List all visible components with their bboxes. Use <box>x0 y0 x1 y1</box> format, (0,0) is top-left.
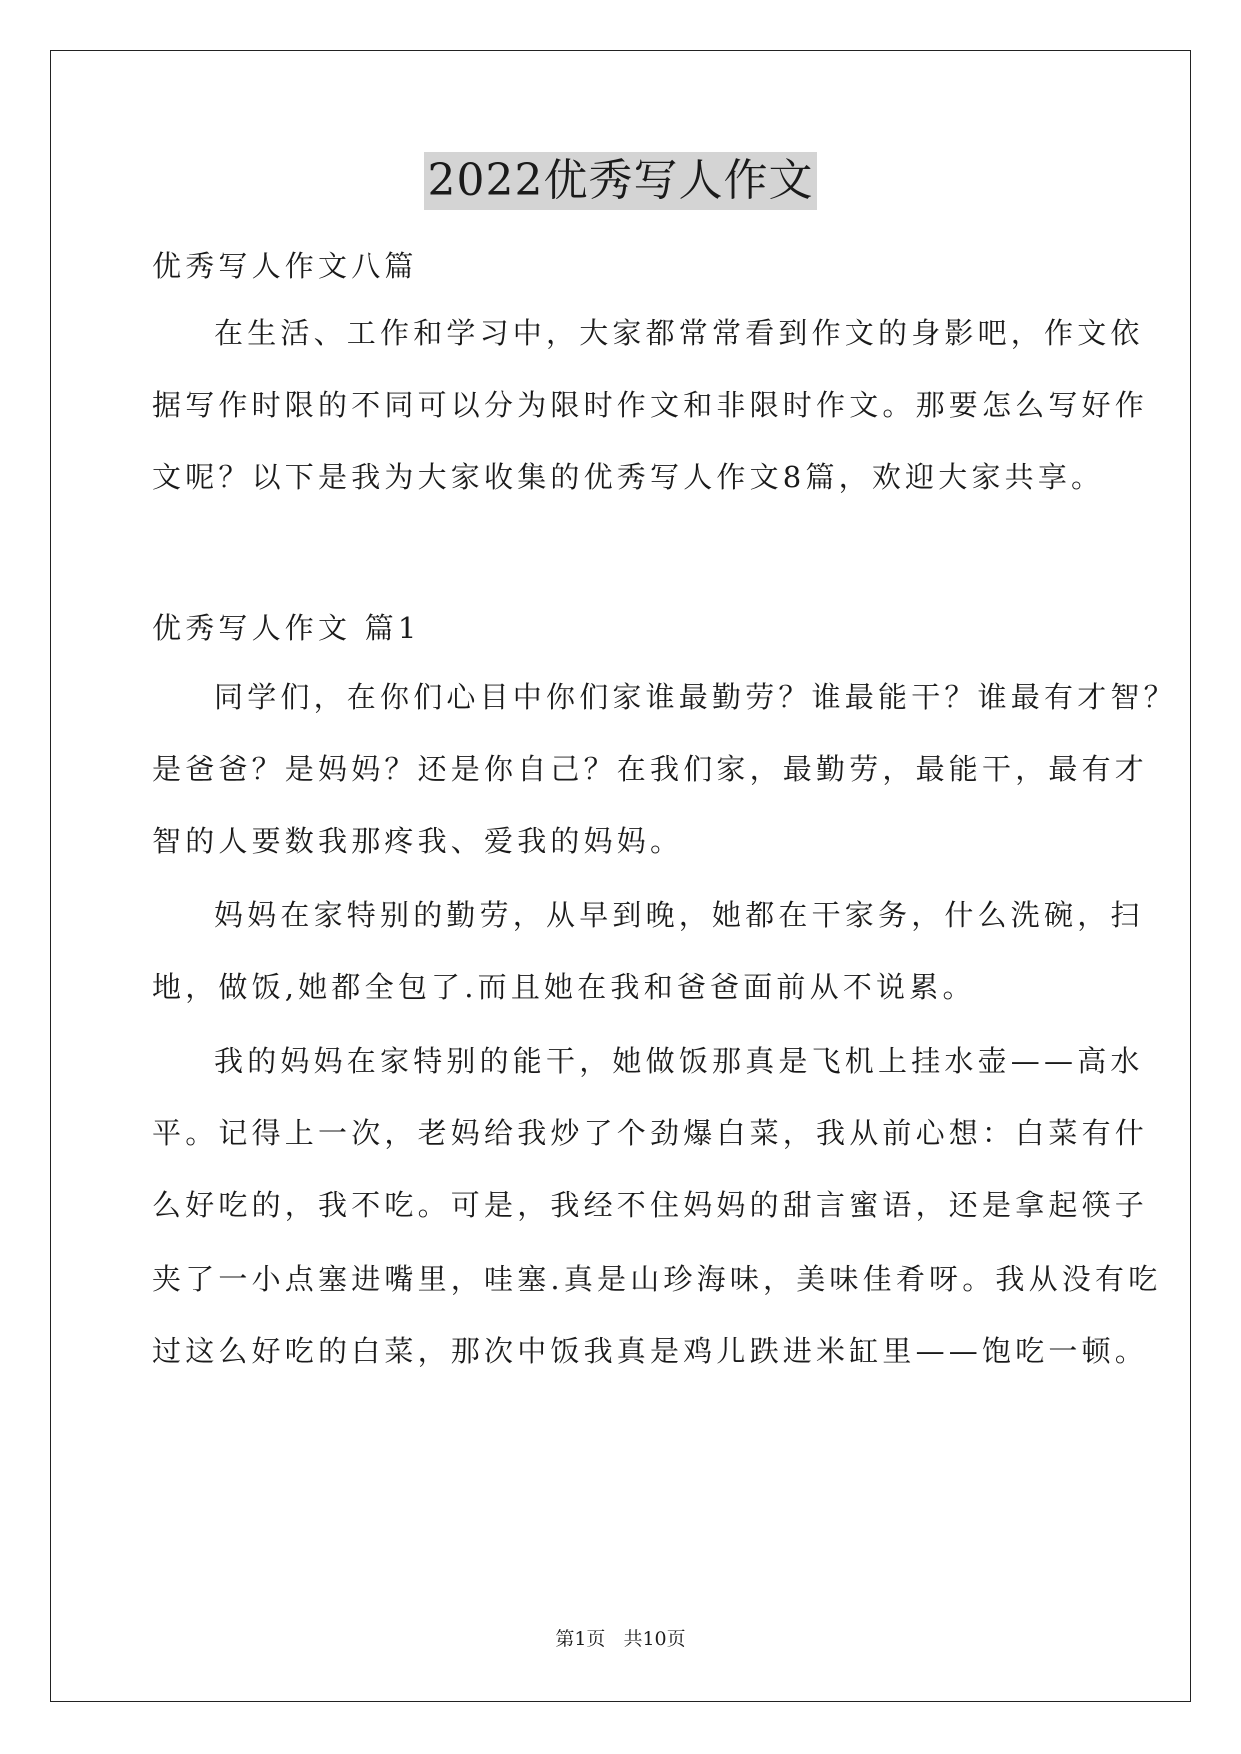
document-subtitle: 优秀写人作文八篇 <box>152 249 418 283</box>
title-container <box>0 152 1241 210</box>
paragraph-line: 地，做饭,她都全包了.而且她在我和爸爸面前从不说累。 <box>152 970 976 1004</box>
section-heading: 优秀写人作文 篇1 <box>152 611 421 645</box>
paragraph-line: 妈妈在家特别的勤劳，从早到晚，她都在干家务，什么洗碗，扫 <box>214 898 1144 932</box>
paragraph-line: 夹了一小点塞进嘴里，哇塞.真是山珍海味，美味佳肴呀。我从没有吃 <box>152 1262 1162 1296</box>
paragraph-line: 同学们，在你们心目中你们家谁最勤劳？谁最能干？谁最有才智？ <box>214 680 1177 714</box>
paragraph-line: 我的妈妈在家特别的能干，她做饭那真是飞机上挂水壶——高水 <box>214 1044 1144 1078</box>
page-footer <box>0 1624 1241 1651</box>
page-number: 第1页 <box>555 1628 606 1650</box>
paragraph-line: 过这么好吃的白菜，那次中饭我真是鸡儿跌进米缸里——饱吃一顿。 <box>152 1334 1149 1368</box>
page-total: 共10页 <box>623 1628 686 1650</box>
intro-line: 文呢？以下是我为大家收集的优秀写人作文8篇，欢迎大家共享。 <box>152 460 1105 494</box>
document-title: 2022优秀写人作文 <box>424 152 818 210</box>
paragraph-line: 平。记得上一次，老妈给我炒了个劲爆白菜，我从前心想：白菜有什 <box>152 1116 1149 1150</box>
paragraph-line: 么好吃的，我不吃。可是，我经不住妈妈的甜言蜜语，还是拿起筷子 <box>152 1188 1149 1222</box>
page-border <box>50 50 1191 1702</box>
intro-line: 据写作时限的不同可以分为限时作文和非限时作文。那要怎么写好作 <box>152 388 1149 422</box>
paragraph-line: 智的人要数我那疼我、爱我的妈妈。 <box>152 824 684 858</box>
paragraph-line: 是爸爸？是妈妈？还是你自己？在我们家，最勤劳，最能干，最有才 <box>152 752 1149 786</box>
intro-line: 在生活、工作和学习中，大家都常常看到作文的身影吧，作文依 <box>214 316 1144 350</box>
